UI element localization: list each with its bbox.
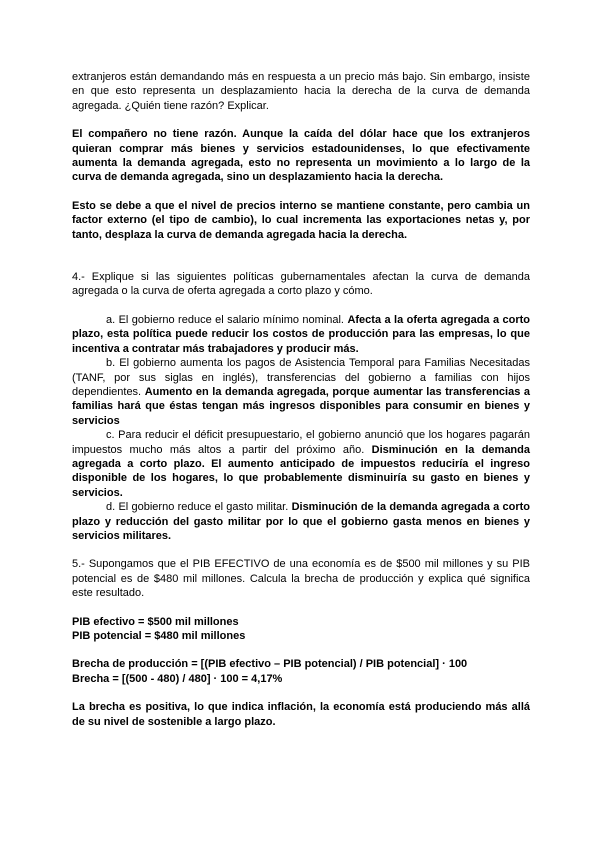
q5-pib-efectivo: PIB efectivo = $500 mil millones (72, 615, 239, 628)
q5-pib-potencial: PIB potencial = $480 mil millones (72, 630, 246, 642)
q5-conclusion: La brecha es positiva, lo que indica inflación, la economía está produciendo más allá de su nivel de sostenible a largo plazo. (72, 701, 530, 728)
q4-item-d-text: d. El gobierno reduce el gasto militar. (106, 501, 289, 514)
q4-item-a (72, 313, 530, 356)
q4-question: 4.- Explique si las siguientes políticas gubernamentales afectan la curva de demanda agregada o la curva de oferta agregada a corto plazo y cómo. (72, 271, 530, 298)
q5-question: 5.- Supongamos que el PIB EFECTIVO de una economía es de $500 mil millones y su PIB potencial es de $480 mil millones. Calcula la brecha de producción y explica qué significa este resultado. (72, 558, 530, 600)
document-body (72, 70, 530, 729)
q4-item-b-text: b. El gobierno aumenta los pagos de Asistencia Temporal para Familias Necesitadas (TANF, por sus siglas en inglés), transferencias del gobierno a familias con hijos dependientes. (72, 357, 530, 398)
q3-answer-paragraph-2: Esto se debe a que el nivel de precios interno se mantiene constante, pero cambia un factor externo (el tipo de cambio), lo cual incrementa las exportaciones netas y, por tanto, desplaza la curva de demanda agregada hacia la derecha. (72, 199, 530, 241)
q4-item-c (72, 428, 530, 500)
q5-calculation: Brecha = [(500 - 480) / 480] · 100 = 4,17% (72, 672, 283, 685)
q4-item-d (72, 500, 530, 543)
q4-item-b (72, 356, 530, 428)
q4-item-c-text: c. Para reducir el déficit presupuestario, el gobierno anunció que los hogares pagarán impuestos mucho más altos a partir del próximo año. (72, 429, 530, 456)
q3-question-continuation: extranjeros están demandando más en respuesta a un precio más bajo. Sin embargo, insiste en que esto representa un desplazamiento hacia la derecha de la curva de demanda agregada. ¿Quién tiene razón? Explicar. (72, 71, 530, 112)
q3-answer-paragraph-1: El compañero no tiene razón. Aunque la caída del dólar hace que los extranjeros quieran comprar más bienes y servicios estadounidenses, lo que efectivamente aumenta la demanda agregada, esto no representa un movimiento a lo largo de la curva de demanda agregada, sino un desplazamiento hacia la derecha. (72, 128, 530, 184)
q4-item-a-text: a. El gobierno reduce el salario mínimo nominal. (106, 313, 344, 326)
q5-formula: Brecha de producción = [(PIB efectivo – PIB potencial) / PIB potencial] · 100 (72, 658, 468, 671)
q4-item-b-answer: Aumento en la demanda agregada, porque aumentar las transferencias a familias hará que éstas tengan más ingresos disponibles para consumir en bienes y servicios (72, 385, 531, 427)
q4-item-d-answer: Disminución de la demanda agregada a corto plazo y reducción del gasto militar por lo que el gobierno gasta menos en bienes y servicios militares. (72, 501, 531, 542)
q4-item-c-answer: Disminución en la demanda agregada a corto plazo. El aumento anticipado de impuestos reduciría el ingreso disponible de los hogares, lo que probablemente disminuiría su gasto en bienes y servicios. (72, 443, 530, 499)
q4-item-a-answer: Afecta a la oferta agregada a corto plazo, esta política puede reducir los costos de producción para las empresas, lo que incentiva a contratar más trabajadores y producir más. (72, 313, 531, 355)
